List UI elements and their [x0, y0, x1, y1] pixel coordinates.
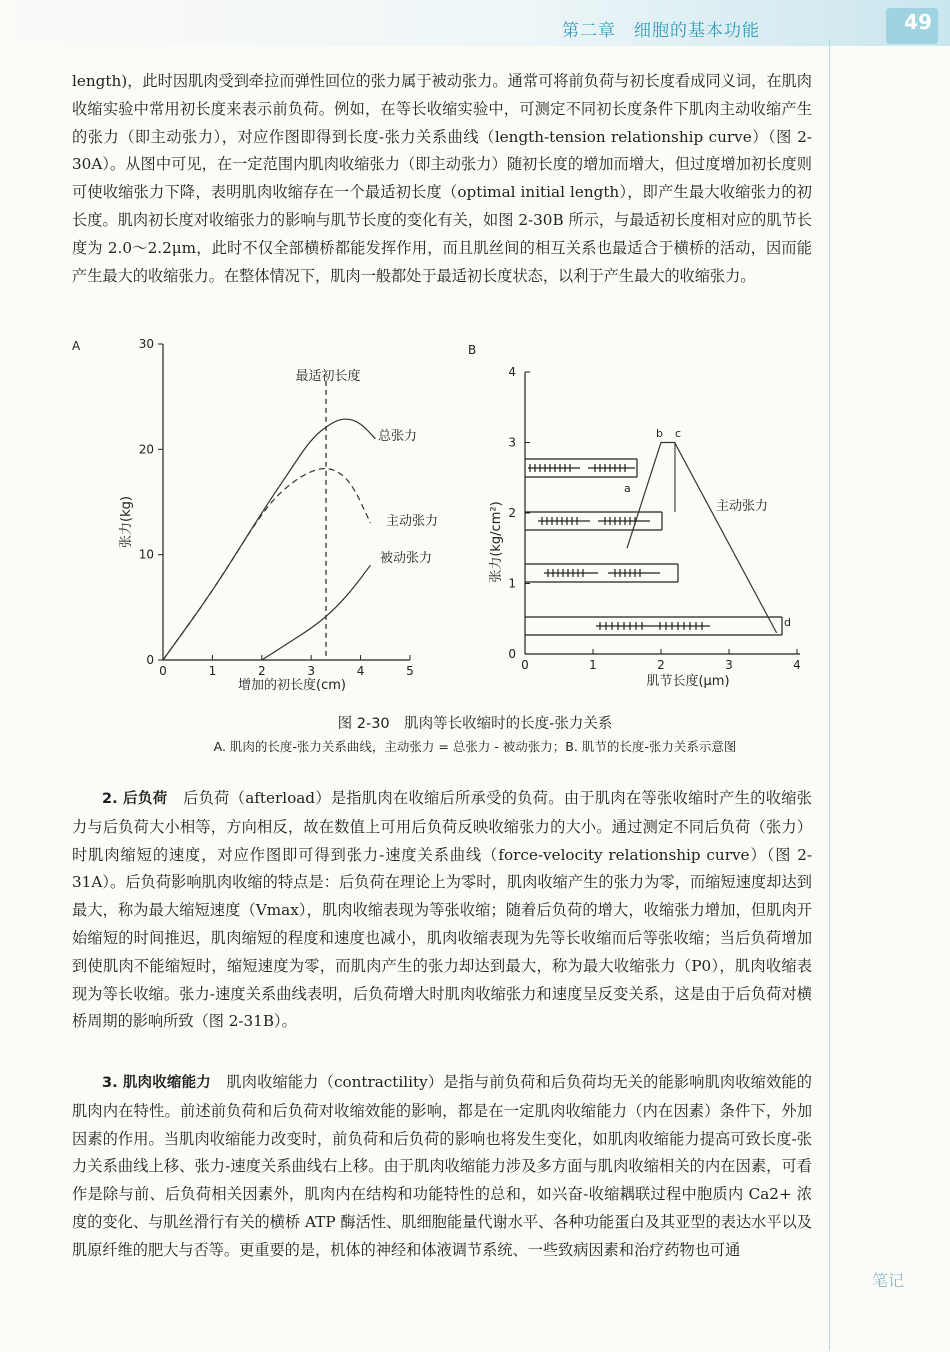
total-tension-curve	[163, 419, 375, 660]
panel-b-x-tick-label: 0	[521, 658, 529, 672]
section-3-title: 3. 肌肉收缩能力	[102, 1075, 211, 1091]
point-d-label: d	[784, 616, 791, 629]
panel-b-x-tick-label: 2	[657, 658, 665, 672]
point-a-label: a	[624, 482, 631, 495]
section-2-title: 2. 后负荷	[102, 791, 168, 807]
paragraph-contractility	[72, 1069, 812, 1265]
active-tension-curve	[163, 469, 370, 660]
panel-a-x-tick-label: 2	[257, 664, 266, 678]
panel-a-x-tick-label: 4	[356, 664, 365, 678]
panel-b-x-tick-label: 3	[725, 658, 733, 672]
panel-b-x-tick-label: 1	[589, 658, 597, 672]
panel-b-y-tick-label: 4	[508, 365, 516, 379]
sarcomere-diagram-4	[525, 617, 782, 635]
sarcomere-active-tension-curve	[627, 443, 777, 633]
page-number: 49	[904, 10, 932, 34]
panel-a-y-tick-label: 10	[138, 547, 154, 562]
panel-b-curve-label: 主动张力	[716, 499, 769, 514]
margin-rule	[829, 40, 830, 1350]
section-3-text: 肌肉收缩能力（contractility）是指与前负荷和后负荷均无关的能影响肌肉收缩效能的肌肉内在特性。前述前负荷和后负荷对收缩效能的影响，都是在一定肌肉收缩能力（内在因素）条件下，外加因素的作用。当肌肉收缩能力改变时，前负荷和后负荷的影响也将发生变化，如肌肉收缩能力提高可致长度-张力关系曲线上移、张力-速度关系曲线右上移。由于肌肉收缩能力涉及多方面与肌肉收缩相关的内在因素，可看作是除与前、后负荷相关因素外，肌肉内在结构和功能特性的总和，如兴奋-收缩耦联过程中胞质内 Ca2+ 浓度的变化、与肌丝滑行有关的横桥 ATP 酶活性、肌细胞能量代谢水平、各种功能蛋白及其亚型的表达水平以及肌原纤维的肥大与否等。更重要的是，机体的神经和体液调节系统、一些致病因素和治疗药物也可通	[72, 1073, 812, 1259]
panel-a-xlabel: 增加的初长度(cm)	[238, 678, 346, 693]
optimal-length-label: 最适初长度	[295, 369, 361, 384]
passive-tension-curve	[262, 565, 371, 660]
notes-label: 笔记	[872, 1271, 905, 1290]
panel-a-x-tick-label: 5	[406, 664, 414, 678]
panel-b-label: B	[468, 343, 477, 357]
section-2-text: 后负荷（afterload）是指肌肉在收缩后所承受的负荷。由于肌肉在等张收缩时产生的收缩张力与后负荷大小相等，方向相反，故在数值上可用后负荷反映收缩张力的大小。通过测定不同后负荷（张力）时肌肉缩短的速度，对应作图即可得到张力-速度关系曲线（force-velocity relationship curve）（图 2-31A）。后负荷影响肌肉收缩的特点是：后负荷在理论上为零时，肌肉收缩产生的张力为零，而缩短速度却达到最大，称为最大缩短速度（Vmax），肌肉收缩表现为等张收缩；随着后负荷的增大，收缩张力增加，但肌肉开始缩短的时间推迟，肌肉缩短的程度和速度也减小，肌肉收缩表现为先等长收缩而后等张收缩；当后负荷增加到使肌肉不能缩短时，缩短速度为零，而肌肉产生的张力却达到最大，称为最大收缩张力（P0），肌肉收缩表现为等长收缩。张力-速度关系曲线表明，后负荷增大时肌肉收缩张力和速度呈反变关系，这是由于后负荷对横桥周期的影响所致（图 2-31B）。	[72, 789, 812, 1031]
sarcomere-diagram-1	[525, 459, 637, 477]
panel-b-y-tick-label: 3	[508, 435, 516, 450]
panel-b-x-tick-label: 4	[793, 658, 801, 672]
point-b-label: b	[656, 427, 663, 440]
paragraph-1: length)，此时因肌肉受到牵拉而弹性回位的张力属于被动张力。通常可将前负荷与初长度看成同义词，在肌肉收缩实验中常用初长度来表示前负荷。例如，在等长收缩实验中，可测定不同初长度条件下肌肉主动收缩产生的张力（即主动张力），对应作图即得到长度-张力关系曲线（length-tension relationship curve）（图 2-30A）。从图中可见，在一定范围内肌肉收缩张力（即主动张力）随初长度的增加而增大，但过度增加初长度则可使收缩张力下降，表明肌肉收缩存在一个最适初长度（optimal initial length），即产生最大收缩张力的初长度。肌肉初长度对收缩张力的影响与肌节长度的变化有关，如图 2-30B 所示，与最适初长度相对应的肌节长度为 2.0～2.2μm，此时不仅全部横桥都能发挥作用，而且肌丝间的相互关系也最适合于横桥的活动，因而能产生最大的收缩张力。在整体情况下，肌肉一般都处于最适初长度状态，以利于产生最大的收缩张力。	[72, 72, 812, 285]
header-band	[0, 0, 950, 46]
panel-a-x-tick-label: 3	[307, 664, 316, 678]
sarcomere-diagram-2	[525, 512, 662, 530]
paragraph-afterload	[72, 785, 812, 1036]
sarcomere-diagram-3	[525, 564, 678, 582]
figure-caption: 图 2-30 肌肉等长收缩时的长度-张力关系	[337, 716, 613, 732]
panel-a-x-tick-label: 1	[208, 664, 217, 678]
figure-2-30	[60, 332, 820, 702]
chapter-title: 第二章 细胞的基本功能	[562, 21, 760, 41]
figure-caption-note: A. 肌肉的长度-张力关系曲线，主动张力 = 总张力 - 被动张力；B. 肌节的长度-张力关系示意图	[213, 739, 737, 754]
panel-b-y-tick-label: 2	[508, 506, 516, 520]
panel-b-y-tick-label: 1	[508, 576, 516, 591]
panel-b-y-tick-label: 0	[508, 647, 516, 661]
panel-b-xlabel: 肌节长度(μm)	[646, 674, 730, 689]
panel-a-y-tick-label: 30	[138, 337, 154, 351]
active-tension-label: 主动张力	[386, 514, 439, 529]
panel-b-ylabel: 张力(kg/cm²)	[489, 501, 504, 583]
panel-a-label: A	[72, 339, 81, 353]
point-c-label: c	[675, 427, 682, 440]
total-tension-label: 总张力	[378, 429, 418, 444]
passive-tension-label: 被动张力	[380, 551, 433, 566]
panel-a-y-tick-label: 20	[138, 442, 154, 457]
panel-a-ylabel: 张力(kg)	[119, 496, 134, 548]
panel-a-x-tick-label: 0	[159, 664, 167, 678]
panel-a-y-tick-label: 0	[146, 653, 154, 667]
